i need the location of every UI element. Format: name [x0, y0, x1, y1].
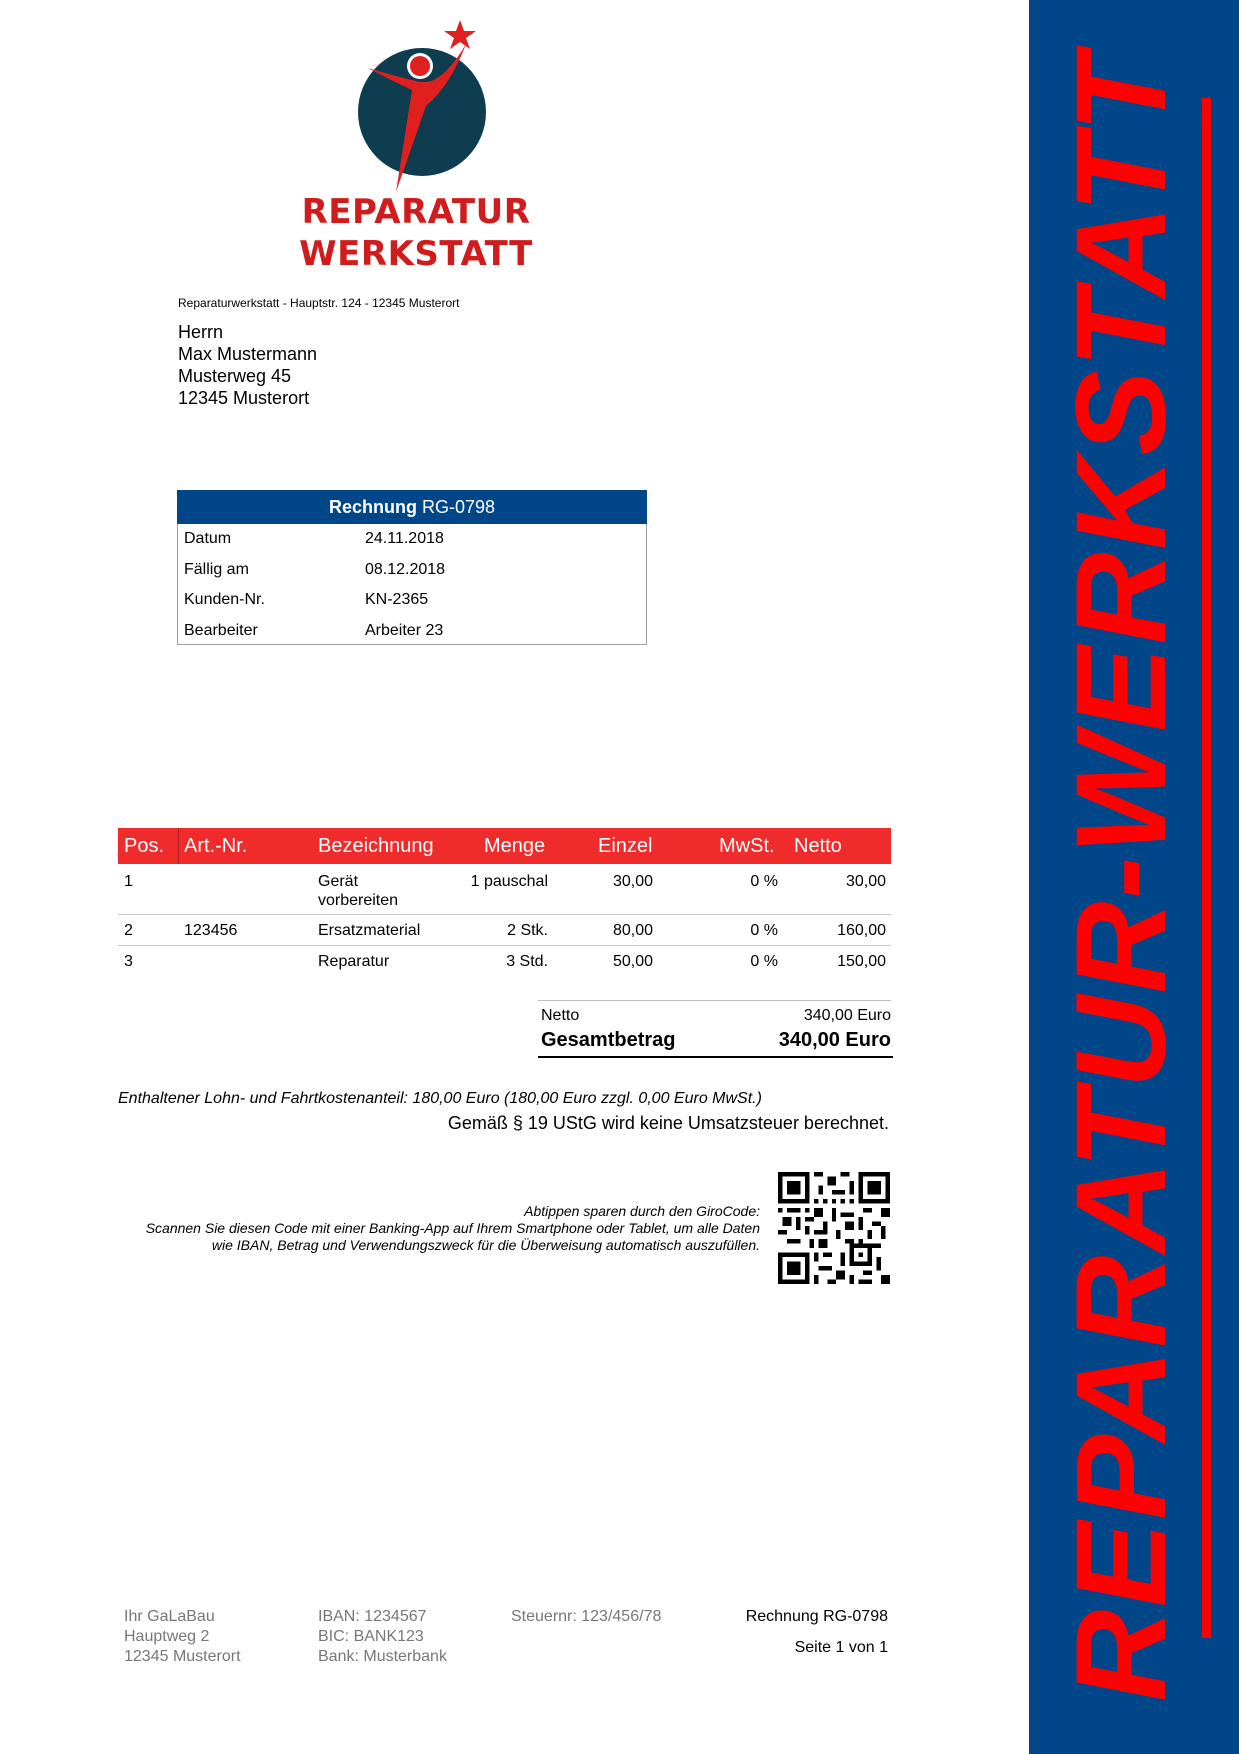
banner-underline	[1202, 98, 1211, 1638]
girocode-desc-line1: Scannen Sie diesen Code mit einer Banking-App auf Ihrem Smartphone oder Tablet, um alle Daten	[145, 1220, 760, 1236]
col-net: Netto	[794, 835, 842, 857]
footer-iban: IBAN: 1234567	[318, 1608, 427, 1625]
recipient-city: 12345 Musterort	[178, 388, 310, 408]
recipient-street: Musterweg 45	[178, 366, 292, 386]
girocode-title: Abtippen sparen durch den GiroCode:	[524, 1203, 760, 1219]
person-with-star-logo-icon	[350, 16, 500, 196]
invoice-number: RG-0798	[421, 497, 496, 517]
banner-title: REPARATUR-WERKSTATT	[1050, 52, 1193, 1702]
row1-desc-line2: vorbereiten	[318, 892, 399, 909]
footer-bic: BIC: BANK123	[318, 1628, 424, 1645]
col-desc: Bezeichnung	[318, 835, 434, 857]
footer-company-name: Ihr GaLaBau	[124, 1608, 215, 1625]
invoice-info-header	[177, 490, 647, 524]
info-label-customer: Kunden-Nr.	[184, 591, 265, 608]
row3-qty: 3 Std.	[506, 953, 548, 970]
row2-art: 123456	[184, 922, 238, 939]
row2-pos: 2	[124, 922, 133, 939]
row-divider	[118, 945, 891, 946]
total-value: 340,00 Euro	[778, 1029, 891, 1051]
recipient-salutation: Herrn	[178, 322, 224, 342]
row1-qty: 1 pauschal	[470, 873, 548, 890]
footer-company-city: 12345 Musterort	[124, 1648, 241, 1665]
row1-unit: 30,00	[612, 873, 653, 890]
totals-top-line	[538, 1000, 891, 1001]
net-label: Netto	[541, 1007, 580, 1024]
footer-invoice-ref: Rechnung RG-0798	[745, 1608, 888, 1625]
sender-address-line: Reparaturwerkstatt - Hauptstr. 124 - 12345 Musterort	[178, 296, 460, 310]
info-label-due: Fällig am	[184, 561, 249, 578]
footer-bank: Bank: Musterbank	[318, 1648, 447, 1665]
row2-desc-line1: Ersatzmaterial	[318, 922, 421, 939]
tax-exemption-note: Gemäß § 19 UStG wird keine Umsatzsteuer berechnet.	[447, 1113, 889, 1133]
row3-pos: 3	[124, 953, 133, 970]
row3-vat: 0 %	[750, 953, 778, 970]
logo-text-line1: REPARATUR	[301, 192, 531, 232]
invoice-info-box	[177, 490, 647, 645]
items-table-header	[118, 828, 891, 864]
info-label-clerk: Bearbeiter	[184, 622, 258, 639]
net-value: 340,00 Euro	[803, 1007, 891, 1024]
row1-net: 30,00	[845, 873, 886, 890]
row2-unit: 80,00	[612, 922, 653, 939]
col-art: Art.-Nr.	[184, 835, 248, 857]
row1-pos: 1	[124, 873, 133, 890]
row3-net: 150,00	[837, 953, 886, 970]
row2-net: 160,00	[837, 922, 886, 939]
col-pos: Pos.	[124, 835, 165, 857]
col-unit: Einzel	[598, 835, 653, 857]
footer-company-street: Hauptweg 2	[124, 1628, 210, 1645]
labor-cost-note: Enthaltener Lohn- und Fahrtkostenanteil: 180,00 Euro (180,00 Euro zzgl. 0,00 Euro MwSt.)	[118, 1090, 762, 1107]
row1-desc-line1: Gerät	[318, 873, 359, 890]
qr-code-icon	[778, 1172, 890, 1284]
col-qty: Menge	[484, 835, 546, 857]
girocode-desc-line2: wie IBAN, Betrag und Verwendungszweck für die Überweisung automatisch auszufüllen.	[211, 1237, 760, 1253]
row3-desc-line1: Reparatur	[318, 953, 390, 970]
info-value-customer: KN-2365	[365, 591, 429, 608]
row1-vat: 0 %	[750, 873, 778, 890]
col-vat: MwSt.	[719, 835, 775, 857]
info-label-date: Datum	[184, 530, 232, 547]
row3-unit: 50,00	[612, 953, 653, 970]
totals-bottom-line	[538, 1056, 893, 1058]
row-divider	[118, 914, 891, 915]
recipient-name: Max Mustermann	[178, 344, 318, 364]
row2-vat: 0 %	[750, 922, 778, 939]
footer-tax-number: Steuernr: 123/456/78	[511, 1608, 662, 1625]
row2-qty: 2 Stk.	[507, 922, 548, 939]
info-value-clerk: Arbeiter 23	[365, 622, 444, 639]
info-value-due: 08.12.2018	[365, 561, 446, 578]
info-value-date: 24.11.2018	[365, 530, 444, 547]
footer-page-number: Seite 1 von 1	[794, 1639, 888, 1656]
total-label: Gesamtbetrag	[541, 1029, 676, 1051]
header-divider	[178, 828, 179, 864]
logo-text-line2: WERKSTATT	[299, 234, 533, 274]
invoice-title: Rechnung	[328, 497, 417, 517]
